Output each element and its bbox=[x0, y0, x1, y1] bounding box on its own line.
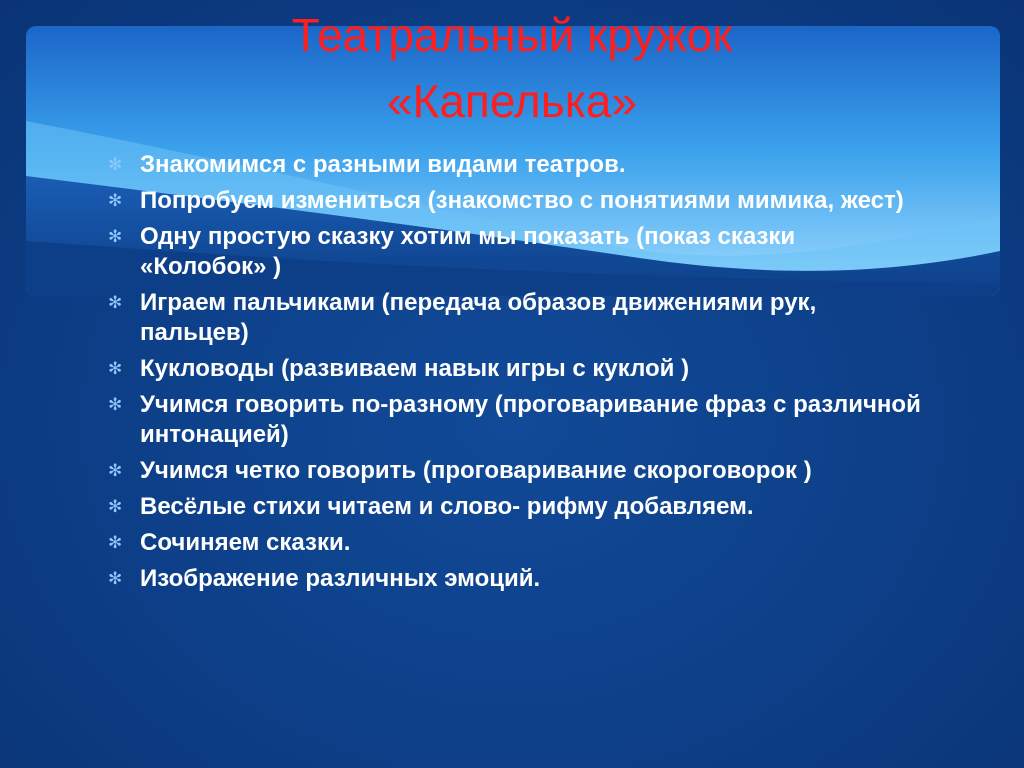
page-title bbox=[150, 2, 874, 134]
list-item bbox=[106, 186, 926, 216]
asterisk-icon: ✻ bbox=[108, 227, 123, 246]
title-line-1: Театральный кружок bbox=[291, 9, 733, 61]
topic-list bbox=[106, 150, 926, 600]
list-item bbox=[106, 390, 926, 450]
title-line-2: «Капелька» bbox=[386, 75, 638, 127]
list-item-text: Кукловоды (развиваем навык игры с куклой ) bbox=[140, 355, 690, 382]
list-item bbox=[106, 150, 926, 180]
asterisk-icon: ✻ bbox=[108, 359, 123, 378]
list-item bbox=[106, 564, 926, 594]
list-item-text: Одну простую сказку хотим мы показать (показ сказки «Колобок» ) bbox=[140, 223, 796, 280]
asterisk-icon: ✻ bbox=[108, 395, 123, 414]
asterisk-icon: ✻ bbox=[108, 569, 123, 588]
asterisk-icon: ✻ bbox=[108, 533, 123, 552]
list-item bbox=[106, 528, 926, 558]
list-item-text: Учимся четко говорить (проговаривание скороговорок ) bbox=[140, 457, 812, 484]
list-item-text: Сочиняем сказки. bbox=[140, 529, 351, 556]
list-item-text: Попробуем измениться (знакомство с понятиями мимика, жест) bbox=[140, 187, 904, 214]
asterisk-icon: ✻ bbox=[108, 191, 123, 210]
asterisk-icon: ✻ bbox=[108, 155, 123, 174]
list-item bbox=[106, 222, 926, 282]
asterisk-icon: ✻ bbox=[108, 293, 123, 312]
list-item bbox=[106, 354, 926, 384]
list-item-text: Учимся говорить по-разному (проговаривание фраз с различной интонацией) bbox=[140, 391, 921, 448]
list-item-text: Играем пальчиками (передача образов движениями рук, пальцев) bbox=[140, 289, 817, 346]
list-item-text: Знакомимся с разными видами театров. bbox=[140, 151, 626, 178]
list-item bbox=[106, 456, 926, 486]
list-item bbox=[106, 492, 926, 522]
asterisk-icon: ✻ bbox=[108, 461, 123, 480]
list-item-text: Изображение различных эмоций. bbox=[140, 565, 541, 592]
asterisk-icon: ✻ bbox=[108, 497, 123, 516]
list-item-text: Весёлые стихи читаем и слово- рифму добавляем. bbox=[140, 493, 754, 520]
list-item bbox=[106, 288, 926, 348]
